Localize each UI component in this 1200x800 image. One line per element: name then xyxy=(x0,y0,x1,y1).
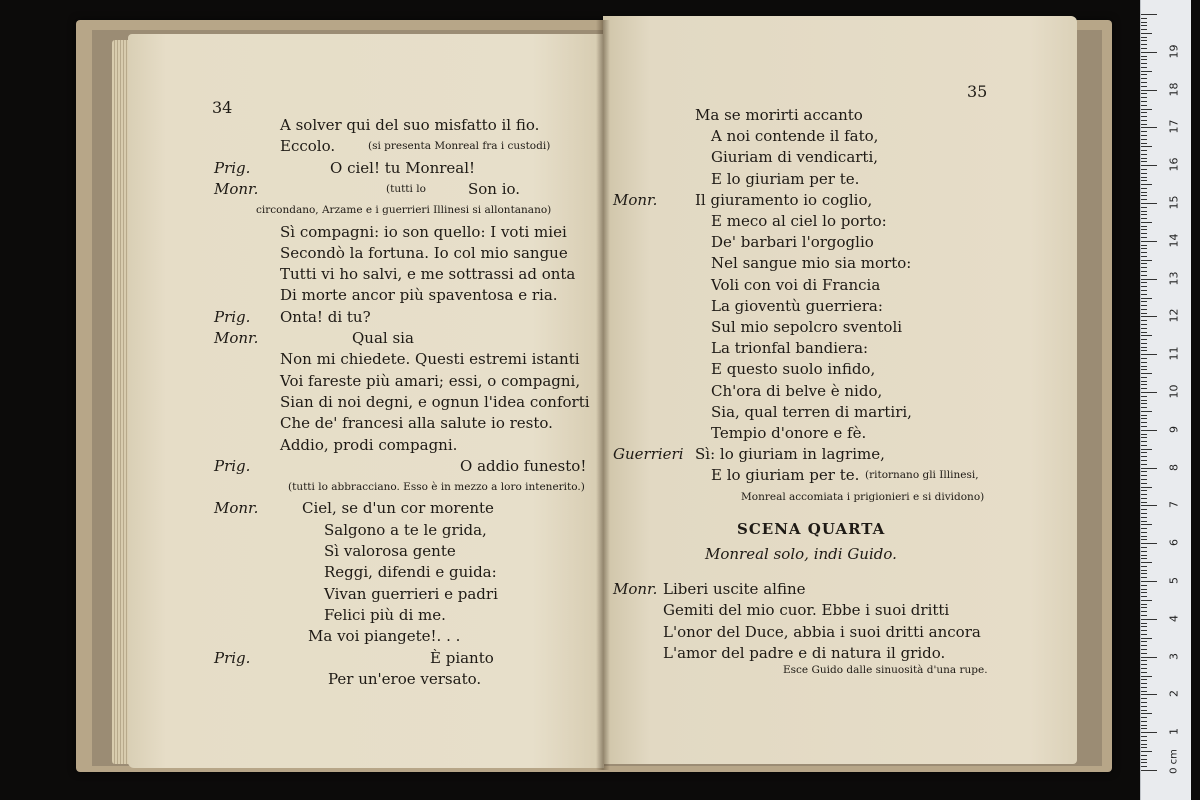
page-number: 34 xyxy=(212,98,233,117)
ruler-tick xyxy=(1141,456,1147,457)
ruler-tick xyxy=(1141,426,1147,427)
ruler-tick xyxy=(1141,116,1147,117)
ruler-tick xyxy=(1141,52,1157,53)
ruler-tick xyxy=(1141,403,1147,404)
ruler-tick xyxy=(1141,74,1147,75)
ruler-tick xyxy=(1141,585,1147,586)
ruler-tick xyxy=(1141,475,1147,476)
verse-line: Il giuramento io coglio, xyxy=(695,190,873,209)
ruler-tick xyxy=(1141,25,1147,26)
ruler-tick xyxy=(1141,728,1147,729)
ruler-tick xyxy=(1141,112,1147,113)
ruler-tick xyxy=(1141,139,1147,140)
ruler-tick xyxy=(1141,245,1147,246)
ruler-tick xyxy=(1141,581,1157,582)
ruler-tick xyxy=(1141,487,1152,488)
ruler-tick xyxy=(1141,570,1147,571)
ruler-tick xyxy=(1141,691,1147,692)
ruler-tick xyxy=(1141,573,1147,574)
ruler-number: 17 xyxy=(1167,119,1181,134)
ruler-tick xyxy=(1141,396,1147,397)
ruler-tick xyxy=(1141,490,1147,491)
verse-line: Secondò la fortuna. Io col mio sangue xyxy=(280,243,568,262)
ruler-tick xyxy=(1141,124,1147,125)
speaker-label: Guerrieri xyxy=(613,445,684,464)
ruler-tick xyxy=(1141,418,1147,419)
ruler-tick xyxy=(1141,328,1147,329)
speaker-label: Prig. xyxy=(214,158,251,177)
scene-subtitle: Monreal solo, indi Guido. xyxy=(705,545,897,563)
ruler-tick xyxy=(1141,169,1147,170)
stage-direction: (tutti lo xyxy=(386,182,426,195)
ruler-tick xyxy=(1141,97,1147,98)
ruler-tick xyxy=(1141,282,1147,283)
verse-line: Che de' francesi alla salute io resto. xyxy=(280,414,553,433)
ruler-tick xyxy=(1141,449,1152,450)
ruler-tick xyxy=(1141,279,1157,280)
verse-line: Felici più di me. xyxy=(324,605,446,624)
ruler-tick xyxy=(1141,494,1147,495)
verse-line: E meco al ciel lo porto: xyxy=(711,212,887,230)
ruler-tick xyxy=(1141,203,1157,204)
ruler-tick xyxy=(1141,332,1147,333)
ruler-tick xyxy=(1141,298,1152,299)
ruler-tick xyxy=(1141,324,1147,325)
ruler-tick xyxy=(1141,267,1147,268)
ruler-tick xyxy=(1141,40,1147,41)
ruler-tick xyxy=(1141,672,1147,673)
ruler-tick xyxy=(1141,14,1157,15)
ruler-tick xyxy=(1141,275,1147,276)
stage-direction: Monreal accomiata i prigionieri e si dividono) xyxy=(741,490,985,503)
ruler-tick xyxy=(1141,441,1147,442)
ruler-tick xyxy=(1141,437,1147,438)
ruler-tick xyxy=(1141,577,1147,578)
verse-line: Eccolo. xyxy=(280,137,336,156)
ruler-tick xyxy=(1141,290,1147,291)
ruler-tick xyxy=(1141,657,1157,658)
ruler-tick xyxy=(1141,607,1147,608)
ruler-tick xyxy=(1141,766,1147,767)
ruler-tick xyxy=(1141,422,1147,423)
ruler-tick xyxy=(1141,676,1152,677)
verse-line: L'onor del Duce, abbia i suoi dritti ancora xyxy=(663,622,981,641)
ruler-tick xyxy=(1141,744,1147,745)
ruler-tick xyxy=(1141,150,1147,151)
ruler-tick xyxy=(1141,759,1147,760)
ruler-tick xyxy=(1141,127,1157,128)
ruler-tick xyxy=(1141,252,1147,253)
ruler-tick xyxy=(1141,241,1157,242)
ruler-tick xyxy=(1141,623,1147,624)
ruler-tick xyxy=(1141,105,1147,106)
ruler-tick xyxy=(1141,82,1147,83)
ruler-tick xyxy=(1141,668,1147,669)
ruler-tick xyxy=(1141,710,1147,711)
ruler-tick xyxy=(1141,721,1147,722)
ruler-tick xyxy=(1141,180,1147,181)
speaker-label: Prig. xyxy=(214,307,251,326)
verse-line: O addio funesto! xyxy=(460,456,587,475)
ruler-tick xyxy=(1141,309,1147,310)
verse-line: Qual sia xyxy=(352,329,414,347)
ruler-tick xyxy=(1141,301,1147,302)
verse-line: Sia, qual terren di martiri, xyxy=(711,402,912,421)
ruler-number: 16 xyxy=(1167,157,1181,172)
verse-line: Salgono a te le grida, xyxy=(324,520,487,539)
ruler-tick xyxy=(1141,313,1147,314)
ruler-tick xyxy=(1141,305,1147,306)
ruler-tick xyxy=(1141,120,1147,121)
ruler-tick xyxy=(1141,37,1147,38)
speaker-label: Monr. xyxy=(613,190,658,209)
verse-line: La trionfal bandiera: xyxy=(711,339,869,358)
stage-direction: Esce Guido dalle sinuosità d'una rupe. xyxy=(783,664,988,676)
ruler-tick xyxy=(1141,320,1147,321)
right-page xyxy=(603,16,1077,764)
ruler-number: 13 xyxy=(1167,271,1181,286)
ruler-tick xyxy=(1141,184,1152,185)
ruler-tick xyxy=(1141,29,1147,30)
ruler-tick xyxy=(1141,702,1147,703)
ruler-tick xyxy=(1141,626,1147,627)
ruler-tick xyxy=(1141,509,1147,510)
ruler-tick xyxy=(1141,256,1147,257)
ruler-tick xyxy=(1141,555,1147,556)
ruler-tick xyxy=(1141,229,1147,230)
ruler-tick xyxy=(1141,271,1147,272)
ruler-tick xyxy=(1141,218,1147,219)
ruler-tick xyxy=(1141,347,1147,348)
ruler-tick xyxy=(1141,539,1147,540)
ruler-tick xyxy=(1141,18,1147,19)
ruler-number: 11 xyxy=(1167,346,1181,361)
ruler-tick xyxy=(1141,67,1147,68)
verse-line: Giuriam di vendicarti, xyxy=(711,148,879,167)
ruler-number: 10 xyxy=(1167,384,1181,399)
ruler-tick xyxy=(1141,373,1152,374)
verse-line: Ciel, se d'un cor morente xyxy=(302,499,494,518)
verse-line: Ma voi piangete!. . . xyxy=(308,627,461,646)
ruler-tick xyxy=(1141,369,1147,370)
ruler-tick xyxy=(1141,736,1147,737)
verse-line: Non mi chiedete. Questi estremi istanti xyxy=(280,350,580,369)
ruler-number: 5 xyxy=(1167,577,1181,584)
verse-line: Sì compagni: io son quello: I voti miei xyxy=(280,222,567,241)
ruler-tick xyxy=(1141,653,1147,654)
ruler-tick xyxy=(1141,747,1147,748)
ruler-tick xyxy=(1141,649,1147,650)
ruler-tick xyxy=(1141,207,1147,208)
speaker-label: Monr. xyxy=(613,580,658,598)
ruler-tick xyxy=(1141,619,1157,620)
ruler-tick xyxy=(1141,381,1147,382)
ruler-tick xyxy=(1141,452,1147,453)
ruler-tick xyxy=(1141,59,1147,60)
stage-direction: (si presenta Monreal fra i custodi) xyxy=(368,140,551,153)
ruler-tick xyxy=(1141,233,1147,234)
ruler-tick xyxy=(1141,713,1152,714)
ruler-tick xyxy=(1141,434,1147,435)
ruler-tick xyxy=(1141,188,1147,189)
ruler-number: 3 xyxy=(1167,652,1181,660)
verse-line: Ma se morirti accanto xyxy=(695,106,863,124)
verse-line: O ciel! tu Monreal! xyxy=(330,158,476,177)
ruler-tick xyxy=(1141,400,1147,401)
ruler-tick xyxy=(1141,366,1147,367)
verse-line: Di morte ancor più spaventosa e ria. xyxy=(280,286,558,305)
ruler-tick xyxy=(1141,498,1147,499)
ruler-number: 9 xyxy=(1167,425,1181,433)
ruler-tick xyxy=(1141,384,1147,385)
ruler-tick xyxy=(1141,740,1147,741)
ruler-tick xyxy=(1141,260,1152,261)
ruler-tick xyxy=(1141,343,1147,344)
left-page xyxy=(128,34,604,768)
ruler-tick xyxy=(1141,430,1157,431)
verse-line: Liberi uscite alfine xyxy=(663,580,806,598)
verse-line: Tutti vi ho salvi, e me sottrassi ad onta xyxy=(280,265,576,284)
speaker-label: Monr. xyxy=(214,179,259,198)
ruler-number: 8 xyxy=(1167,463,1181,471)
ruler-tick xyxy=(1141,56,1147,57)
verse-line: Vivan guerrieri e padri xyxy=(324,584,498,603)
ruler-tick xyxy=(1141,543,1157,544)
verse-line: Sul mio sepolcro sventoli xyxy=(711,318,903,336)
ruler-tick xyxy=(1141,589,1147,590)
ruler-tick xyxy=(1141,611,1147,612)
ruler-tick xyxy=(1141,732,1157,733)
ruler-tick xyxy=(1141,177,1147,178)
ruler-tick xyxy=(1141,165,1157,166)
ruler-number: 12 xyxy=(1167,308,1181,323)
verse-line: Per un'eroe versato. xyxy=(328,669,482,688)
ruler-tick xyxy=(1141,33,1152,34)
ruler-tick xyxy=(1141,146,1152,147)
ruler-tick xyxy=(1141,78,1147,79)
verse-line: Sian di noi degni, e ognun l'idea conforti xyxy=(280,392,590,411)
ruler-tick xyxy=(1141,86,1147,87)
verse-line: Son io. xyxy=(468,179,521,198)
ruler-tick xyxy=(1141,237,1147,238)
verse-line: E lo giuriam per te. xyxy=(711,169,860,188)
verse-line: E questo suolo infido, xyxy=(711,360,876,379)
ruler-tick xyxy=(1141,615,1147,616)
ruler-tick xyxy=(1141,562,1152,563)
ruler-tick xyxy=(1141,751,1152,752)
ruler-tick xyxy=(1141,551,1147,552)
ruler-tick xyxy=(1141,645,1147,646)
verse-line: A solver qui del suo misfatto il fio. xyxy=(280,116,540,134)
ruler-number: 1 xyxy=(1167,728,1181,736)
ruler-tick xyxy=(1141,694,1157,695)
ruler-tick xyxy=(1141,755,1147,756)
verse-line: Addio, prodi compagni. xyxy=(280,435,458,454)
ruler-tick xyxy=(1141,286,1147,287)
ruler-tick xyxy=(1141,468,1157,469)
verse-line: Onta! di tu? xyxy=(280,307,371,326)
verse-line: L'amor del padre e di natura il grido. xyxy=(663,643,946,662)
ruler-tick xyxy=(1141,505,1157,506)
verse-line: È pianto xyxy=(430,648,494,667)
page-number: 35 xyxy=(967,82,988,101)
ruler-tick xyxy=(1141,388,1147,389)
ruler-tick xyxy=(1141,604,1147,605)
ruler-tick xyxy=(1141,770,1157,771)
book-gutter xyxy=(596,20,610,770)
ruler-tick xyxy=(1141,521,1147,522)
verse-line: La gioventù guerriera: xyxy=(711,296,883,315)
ruler-unit-label: 0 cm xyxy=(1168,749,1180,774)
verse-line: De' barbari l'orgoglio xyxy=(711,233,874,252)
ruler-tick xyxy=(1141,460,1147,461)
ruler-tick xyxy=(1141,532,1147,533)
ruler-tick xyxy=(1141,479,1147,480)
ruler-tick xyxy=(1141,358,1147,359)
speaker-label: Prig. xyxy=(214,648,251,667)
stage-direction: (ritornano gli Illinesi, xyxy=(865,469,979,482)
ruler-tick xyxy=(1141,377,1147,378)
ruler-number: 18 xyxy=(1167,82,1181,97)
ruler-tick xyxy=(1141,22,1147,23)
verse-line: Reggi, difendi e guida: xyxy=(324,563,497,582)
ruler-tick xyxy=(1141,547,1147,548)
ruler-tick xyxy=(1141,335,1152,336)
ruler-tick xyxy=(1141,706,1147,707)
verse-line: Sì: lo giuriam in lagrime, xyxy=(695,445,885,464)
ruler-number: 4 xyxy=(1167,614,1181,622)
ruler-tick xyxy=(1141,679,1147,680)
ruler-tick xyxy=(1141,222,1152,223)
ruler-tick xyxy=(1141,173,1147,174)
verse-line: Nel sangue mio sia morto: xyxy=(711,254,912,273)
ruler-tick xyxy=(1141,641,1147,642)
ruler-tick xyxy=(1141,263,1147,264)
ruler-tick xyxy=(1141,536,1147,537)
ruler-tick xyxy=(1141,464,1147,465)
ruler-tick xyxy=(1141,135,1147,136)
ruler-tick xyxy=(1141,199,1147,200)
ruler-tick xyxy=(1141,214,1147,215)
ruler-tick xyxy=(1141,71,1152,72)
ruler-tick xyxy=(1141,195,1147,196)
ruler-tick xyxy=(1141,517,1147,518)
ruler-tick xyxy=(1141,600,1152,601)
verse-line: E lo giuriam per te. xyxy=(711,466,860,485)
ruler-tick xyxy=(1141,566,1147,567)
ruler-tick xyxy=(1141,513,1147,514)
speaker-label: Prig. xyxy=(214,456,251,475)
ruler-tick xyxy=(1141,392,1157,393)
ruler-tick xyxy=(1141,762,1147,763)
stage-direction: circondano, Arzame e i guerrieri Illinesi si allontanano) xyxy=(256,204,552,217)
speaker-label: Monr. xyxy=(214,329,259,347)
ruler-tick xyxy=(1141,101,1147,102)
ruler-tick xyxy=(1141,362,1147,363)
ruler-tick xyxy=(1141,528,1147,529)
ruler-tick xyxy=(1141,415,1147,416)
ruler-tick xyxy=(1141,660,1147,661)
ruler-tick xyxy=(1141,524,1152,525)
ruler-tick xyxy=(1141,596,1147,597)
verse-line: Sì valorosa gente xyxy=(324,542,456,560)
ruler-tick xyxy=(1141,592,1147,593)
ruler-tick xyxy=(1141,158,1147,159)
ruler-tick xyxy=(1141,248,1147,249)
ruler-number: 6 xyxy=(1167,539,1181,547)
scene-title: SCENA QUARTA xyxy=(737,520,886,538)
ruler-tick xyxy=(1141,407,1147,408)
ruler-tick xyxy=(1141,411,1152,412)
verse-line: Voi fareste più amari; essi, o compagni, xyxy=(280,371,581,390)
ruler-tick xyxy=(1141,339,1147,340)
ruler-tick xyxy=(1141,638,1152,639)
ruler-number: 2 xyxy=(1167,690,1181,698)
ruler-number: 15 xyxy=(1167,195,1181,210)
verse-line: Ch'ora di belve è nido, xyxy=(711,381,883,400)
ruler-tick xyxy=(1141,483,1147,484)
ruler-tick xyxy=(1141,93,1147,94)
verse-line: Gemiti del mio cuor. Ebbe i suoi dritti xyxy=(663,601,950,620)
ruler-tick xyxy=(1141,350,1147,351)
ruler-tick xyxy=(1141,192,1147,193)
ruler-tick xyxy=(1141,90,1157,91)
ruler-tick xyxy=(1141,664,1147,665)
ruler-tick xyxy=(1141,725,1147,726)
ruler-tick xyxy=(1141,211,1147,212)
ruler-tick xyxy=(1141,687,1147,688)
ruler-tick xyxy=(1141,471,1147,472)
ruler-tick xyxy=(1141,445,1147,446)
ruler-tick xyxy=(1141,316,1157,317)
ruler-tick xyxy=(1141,698,1147,699)
ruler-tick xyxy=(1141,131,1147,132)
ruler-number: 19 xyxy=(1167,44,1181,59)
ruler-tick xyxy=(1141,354,1157,355)
ruler-tick xyxy=(1141,44,1147,45)
ruler-tick xyxy=(1141,48,1147,49)
speaker-label: Monr. xyxy=(214,499,259,518)
measuring-ruler xyxy=(1140,0,1191,800)
ruler-number: 14 xyxy=(1167,233,1181,248)
verse-line: A noi contende il fato, xyxy=(711,127,879,146)
ruler-number: 7 xyxy=(1167,501,1181,509)
ruler-tick xyxy=(1141,717,1147,718)
ruler-tick xyxy=(1141,63,1147,64)
ruler-tick xyxy=(1141,294,1147,295)
ruler-tick xyxy=(1141,630,1147,631)
ruler-tick xyxy=(1141,154,1147,155)
ruler-tick xyxy=(1141,161,1147,162)
ruler-tick xyxy=(1141,634,1147,635)
verse-line: Tempio d'onore e fè. xyxy=(711,424,867,442)
ruler-tick xyxy=(1141,683,1147,684)
ruler-tick xyxy=(1141,558,1147,559)
ruler-tick xyxy=(1141,143,1147,144)
ruler-tick xyxy=(1141,226,1147,227)
verse-line: Voli con voi di Francia xyxy=(711,275,881,294)
stage-direction: (tutti lo abbracciano. Esso è in mezzo a loro intenerito.) xyxy=(288,481,585,494)
ruler-tick xyxy=(1141,109,1152,110)
ruler-tick xyxy=(1141,502,1147,503)
